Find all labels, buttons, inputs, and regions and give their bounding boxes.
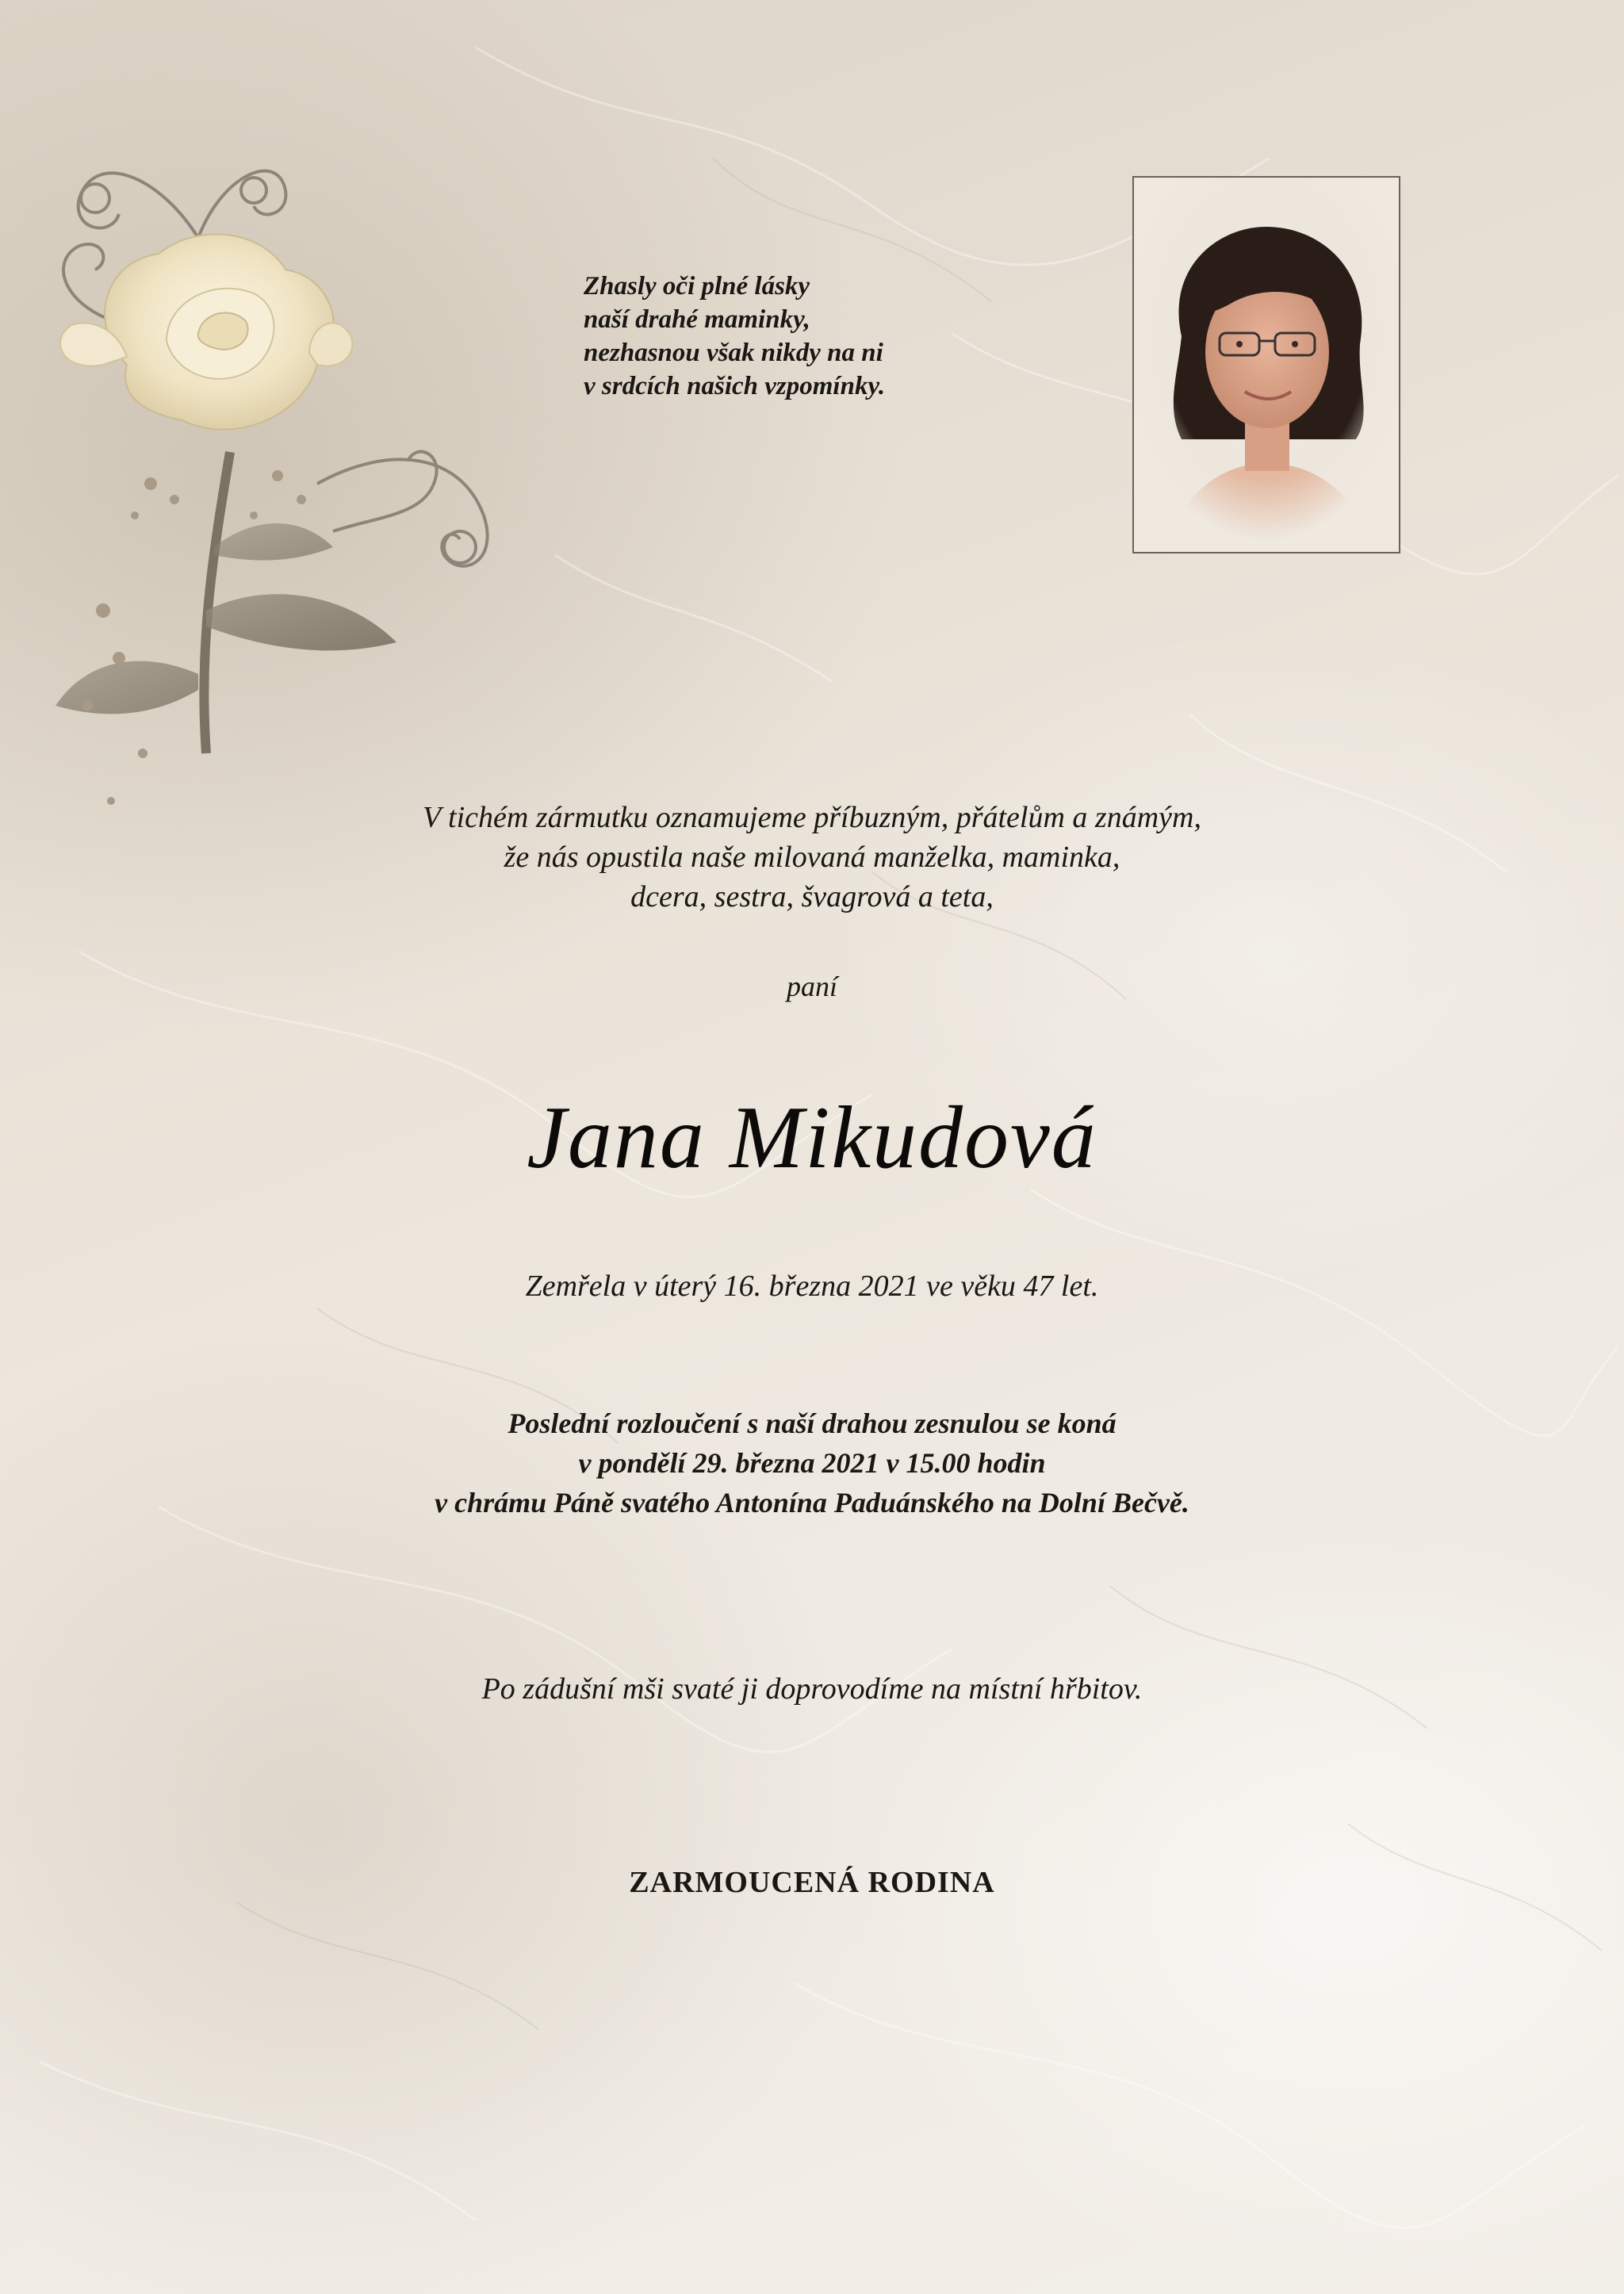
funeral-details: [0, 1404, 1624, 1522]
deceased-name: Jana Mikudová: [527, 1089, 1097, 1187]
funeral-line: v chrámu Páně svatého Antonína Paduánského na Dolní Bečvě.: [435, 1487, 1189, 1518]
poem-line: v srdcích našich vzpomínky.: [584, 372, 886, 400]
death-date-text: Zemřela v úterý 16. března 2021 ve věku 47 let.: [525, 1270, 1099, 1303]
memorial-poem: [584, 270, 1028, 403]
intro-line: V tichém zármutku oznamujeme příbuzným, přátelům a známým,: [423, 801, 1201, 834]
rose-decoration: [16, 103, 523, 864]
poem-line: nezhasnou však nikdy na ni: [584, 339, 883, 367]
intro-line: dcera, sestra, švagrová a teta,: [630, 880, 994, 913]
intro-line: že nás opustila naše milovaná manželka, maminka,: [504, 841, 1120, 874]
deceased-title: paní: [786, 971, 837, 1002]
portrait-image: [1134, 178, 1399, 552]
announcement-intro: [0, 798, 1624, 917]
poem-line: naší drahé maminky,: [584, 305, 810, 334]
funeral-line: Poslední rozloučení s naší drahou zesnulou se koná: [508, 1407, 1116, 1439]
burial-text: Po zádušní mši svaté ji doprovodíme na místní hřbitov.: [481, 1672, 1143, 1706]
family-signature: ZARMOUCENÁ RODINA: [629, 1866, 995, 1899]
portrait-photo: [1132, 176, 1400, 553]
poem-line: Zhasly oči plné lásky: [584, 272, 810, 301]
funeral-line: v pondělí 29. března 2021 v 15.00 hodin: [578, 1447, 1046, 1479]
